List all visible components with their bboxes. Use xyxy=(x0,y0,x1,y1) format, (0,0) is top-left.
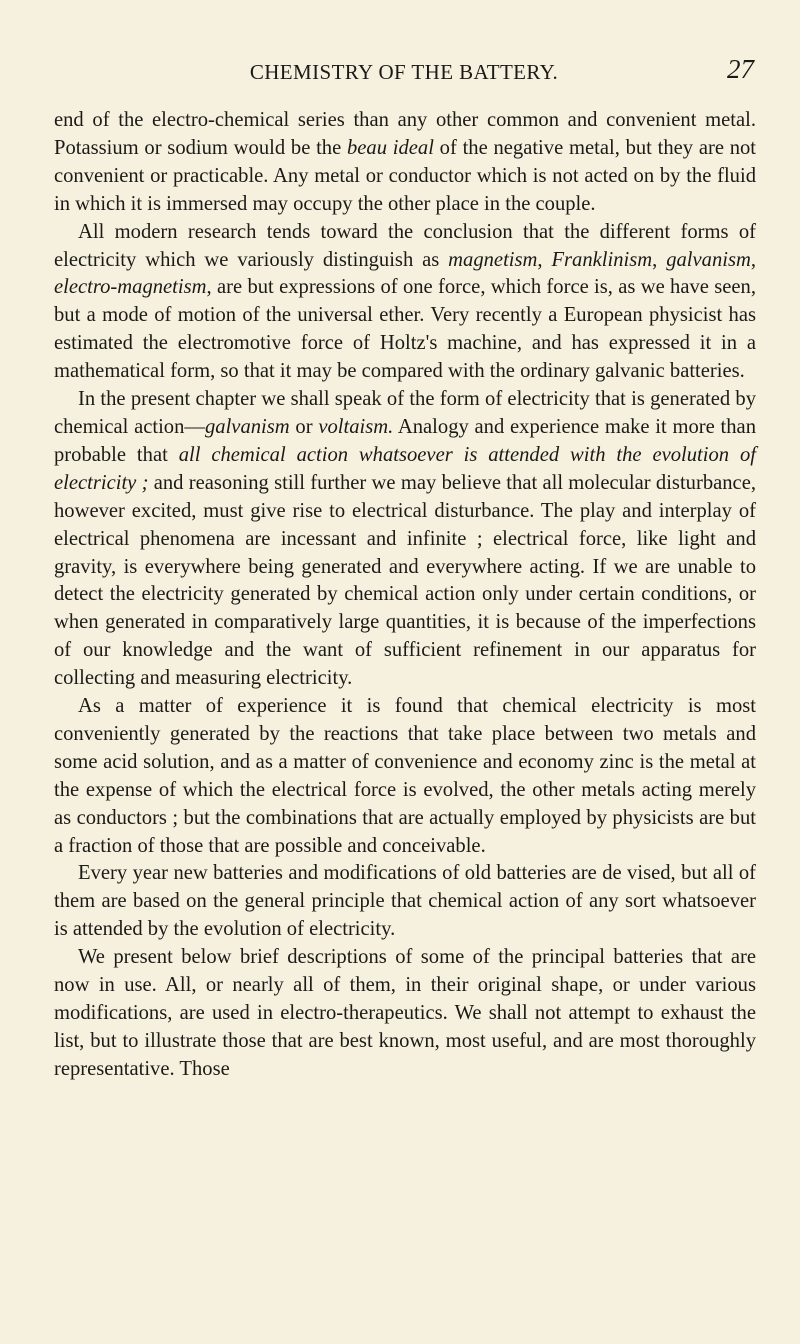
paragraph-3-text: In the present chapter we shall speak of the form of electricity that is generated by chemical action— xyxy=(54,388,756,438)
running-header xyxy=(54,54,754,92)
paragraph-2-italic: electro-magnetism xyxy=(54,276,207,299)
paragraph-1-italic: beau ideal xyxy=(346,136,434,159)
paragraph-6 xyxy=(54,944,756,1084)
paragraph-6-text: We present below brief descriptions of some of the principal batteries that are now in use. All, or nearly all of them, in their original shape, or under various modifications, are used in electro-therapeutics. We shall not attempt to exhaust the list, but to illustrate those that are best known, most useful, and are most thoroughly representative. Those xyxy=(54,946,756,1080)
paragraph-3-italic: all chemical action whatsoever is attended with the evolution of electricity ; xyxy=(54,443,756,494)
paragraph-2-text: , xyxy=(652,248,667,271)
paragraph-2-text: All modern research tends toward the conclusion that the different forms of electricity which we variously distinguish as xyxy=(54,220,756,271)
paragraph-2-text: , xyxy=(537,248,552,271)
paragraph-1-text: end of the electro-chemical series than any other common and convenient metal. Potassium or sodium would be the xyxy=(54,109,756,159)
paragraph-5-text: Every year new batteries and modifications of old batteries are de vised, but all of them are based on the general principle that chemical action of any sort whatsoever is attended by the evolution of electricity. xyxy=(54,862,756,941)
paragraph-3-text: Analogy and experience make it more than probable that xyxy=(54,415,756,466)
paragraph-1-text: of the negative metal, but they are not convenient or practicable. Any metal or conductor which is not acted on by the fluid in which it is immersed may occupy the other place in the couple. xyxy=(54,136,757,215)
paragraph-3 xyxy=(54,386,756,693)
paragraph-3-text: or xyxy=(289,415,319,438)
paragraph-4 xyxy=(54,693,756,860)
page-number: 27 xyxy=(727,54,754,84)
paragraph-3-italic: voltaism. xyxy=(318,415,394,438)
paragraph-2 xyxy=(54,219,756,386)
paragraph-3-text: and reasoning still further we may believe that all molecular disturbance, however excited, must give rise to electrical disturbance. The play and interplay of electrical phenomena are incessant and infinite ; electrical force, like light and gravity, is everywhere being generated and everywhere acting. If we are unable to detect the electricity generated by chemical action only under certain conditions, or when generated in comparatively large quantities, it is because of the imperfections of our knowledge and the want of sufficient refinement in our apparatus for collecting and measuring electricity. xyxy=(54,471,756,690)
running-title: CHEMISTRY OF THE BATTERY. xyxy=(249,60,559,84)
paragraph-3-italic: galvanism xyxy=(204,415,290,438)
paragraph-2-text: , xyxy=(750,248,757,271)
paragraph-2-italic: magnetism xyxy=(448,248,538,271)
paragraph-2-text: , are but expressions of one force, which force is, as we have seen, but a mode of motion of the universal ether. Very recently a European physicist has estimated the electromotive force of Holtz's machine, and has expressed it in a mathematical form, so that it may be compared with the ordinary galvanic batteries. xyxy=(54,276,756,383)
paragraph-2-italic: Franklinism xyxy=(551,248,653,271)
paragraph-5 xyxy=(54,860,756,944)
paragraph-4-text: As a matter of experience it is found that chemical electricity is most conveniently generated by the reactions that take place between two metals and some acid solution, and as a matter of convenience and economy zinc is the metal at the expense of which the electrical force is evolved, the other metals acting merely as conductors ; but the combinations that are actually employed by physicists are but a fraction of those that are possible and conceivable. xyxy=(54,695,756,857)
page-body xyxy=(54,107,756,1084)
paragraph-2-italic: galvanism xyxy=(666,248,751,271)
paragraph-1 xyxy=(54,107,756,219)
